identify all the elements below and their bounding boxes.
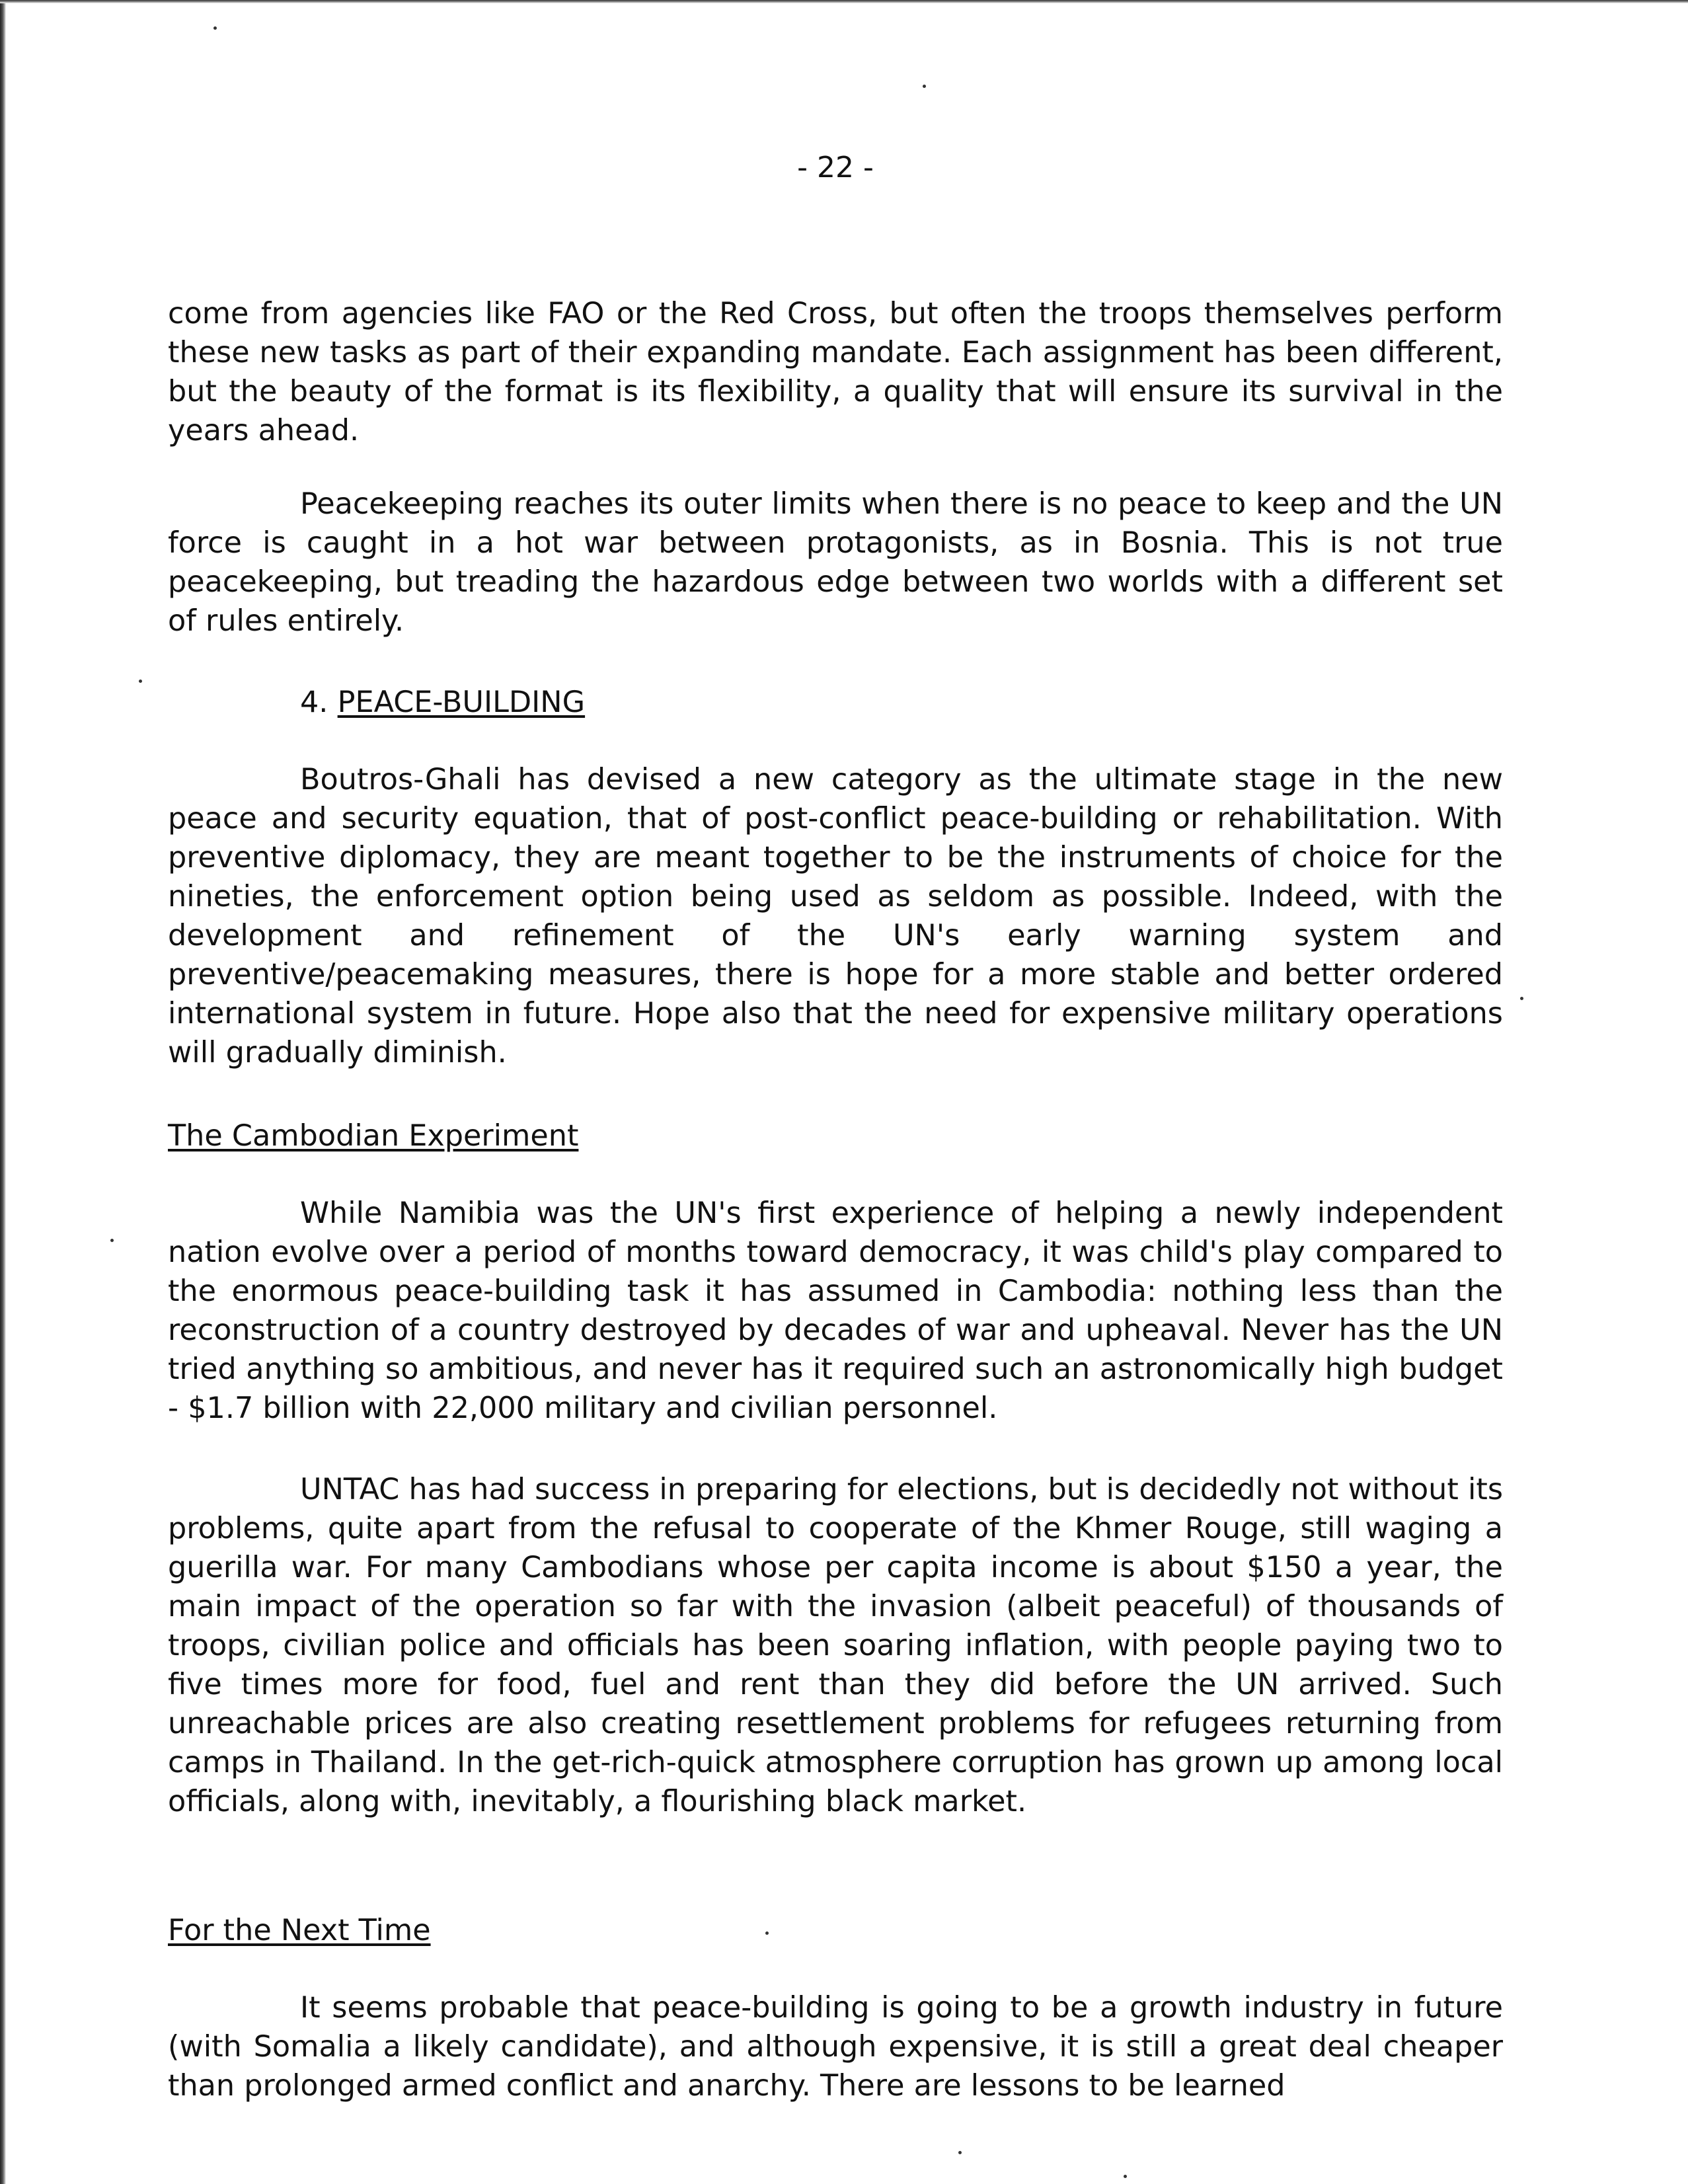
scan-edge-left	[0, 0, 6, 2184]
paragraph-namibia: While Namibia was the UN's first experience of helping a newly independent nation evolve over a period of months toward democracy, it was child's play compared to the enormous peace-building task it has assumed in Cambodia: nothing less than the reconstruction of a country destroyed by decades of war and upheaval. Never has the UN tried anything so ambitious, and never has it required such an astronomically high budget - $1.7 billion with 22,000 military and civilian personnel.	[168, 1196, 1503, 1425]
section-title: PEACE-BUILDING	[337, 685, 586, 719]
scan-speck	[765, 1931, 769, 1935]
scan-speck	[1124, 2175, 1127, 2178]
subheading-cambodian-experiment: The Cambodian Experiment	[168, 1119, 579, 1153]
scan-speck	[923, 85, 926, 88]
scan-edge-top	[0, 0, 1688, 3]
section-heading	[300, 683, 585, 722]
paragraph-outer-limits: Peacekeeping reaches its outer limits when there is no peace to keep and the UN force is caught in a hot war between protagonists, as in Bosnia. This is not true peacekeeping, but treading the hazardous edge between two worlds with a different set of rules entirely.	[168, 487, 1503, 638]
paragraph-growth-industry: It seems probable that peace-building is going to be a growth industry in future (with Somalia a likely candidate), and although expensive, it is still a great deal cheaper than prolonged armed conflict and anarchy. There are lessons to be learned	[168, 1991, 1503, 2103]
scan-speck	[1520, 997, 1523, 1000]
paragraph-boutros-ghali: Boutros-Ghali has devised a new category as the ultimate stage in the new peace and security equation, that of post-conflict peace-building or rehabilitation. With preventive diplomacy, they are meant together to be the instruments of choice for the nineties, the enforcement option being used as seldom as possible. Indeed, with the development and refinement of the UN's early warning system and preventive/peacemaking measures, there is hope for a more stable and better ordered international system in future. Hope also that the need for expensive military operations will gradually diminish.	[168, 763, 1503, 1070]
paragraph-untac: UNTAC has had success in preparing for elections, but is decidedly not without its problems, quite apart from the refusal to cooperate of the Khmer Rouge, still waging a guerilla war. For many Cambodians whose per capita income is about $150 a year, the main impact of the operation so far with the invasion (albeit peaceful) of thousands of troops, civilian police and officials has been soaring inflation, with people paying two to five times more for food, fuel and rent than they did before the UN arrived. Such unreachable prices are also creating resettlement problems for refugees returning from camps in Thailand. In the get-rich-quick atmosphere corruption has grown up among local officials, along with, inevitably, a flourishing black market.	[168, 1473, 1503, 1818]
subheading-next-time: For the Next Time	[168, 1914, 431, 1947]
scan-speck	[110, 1239, 114, 1242]
section-number: 4.	[300, 685, 328, 719]
page-number: - 22 -	[797, 151, 874, 184]
paragraph-agencies: come from agencies like FAO or the Red Cross, but often the troops themselves perform these new tasks as part of their expanding mandate. Each assignment has been different, but the beauty of the format is its flexibility, a quality that will ensure its survival in the years ahead.	[168, 297, 1503, 448]
scan-speck	[958, 2151, 962, 2154]
scan-speck	[139, 680, 142, 683]
scan-speck	[213, 26, 217, 30]
